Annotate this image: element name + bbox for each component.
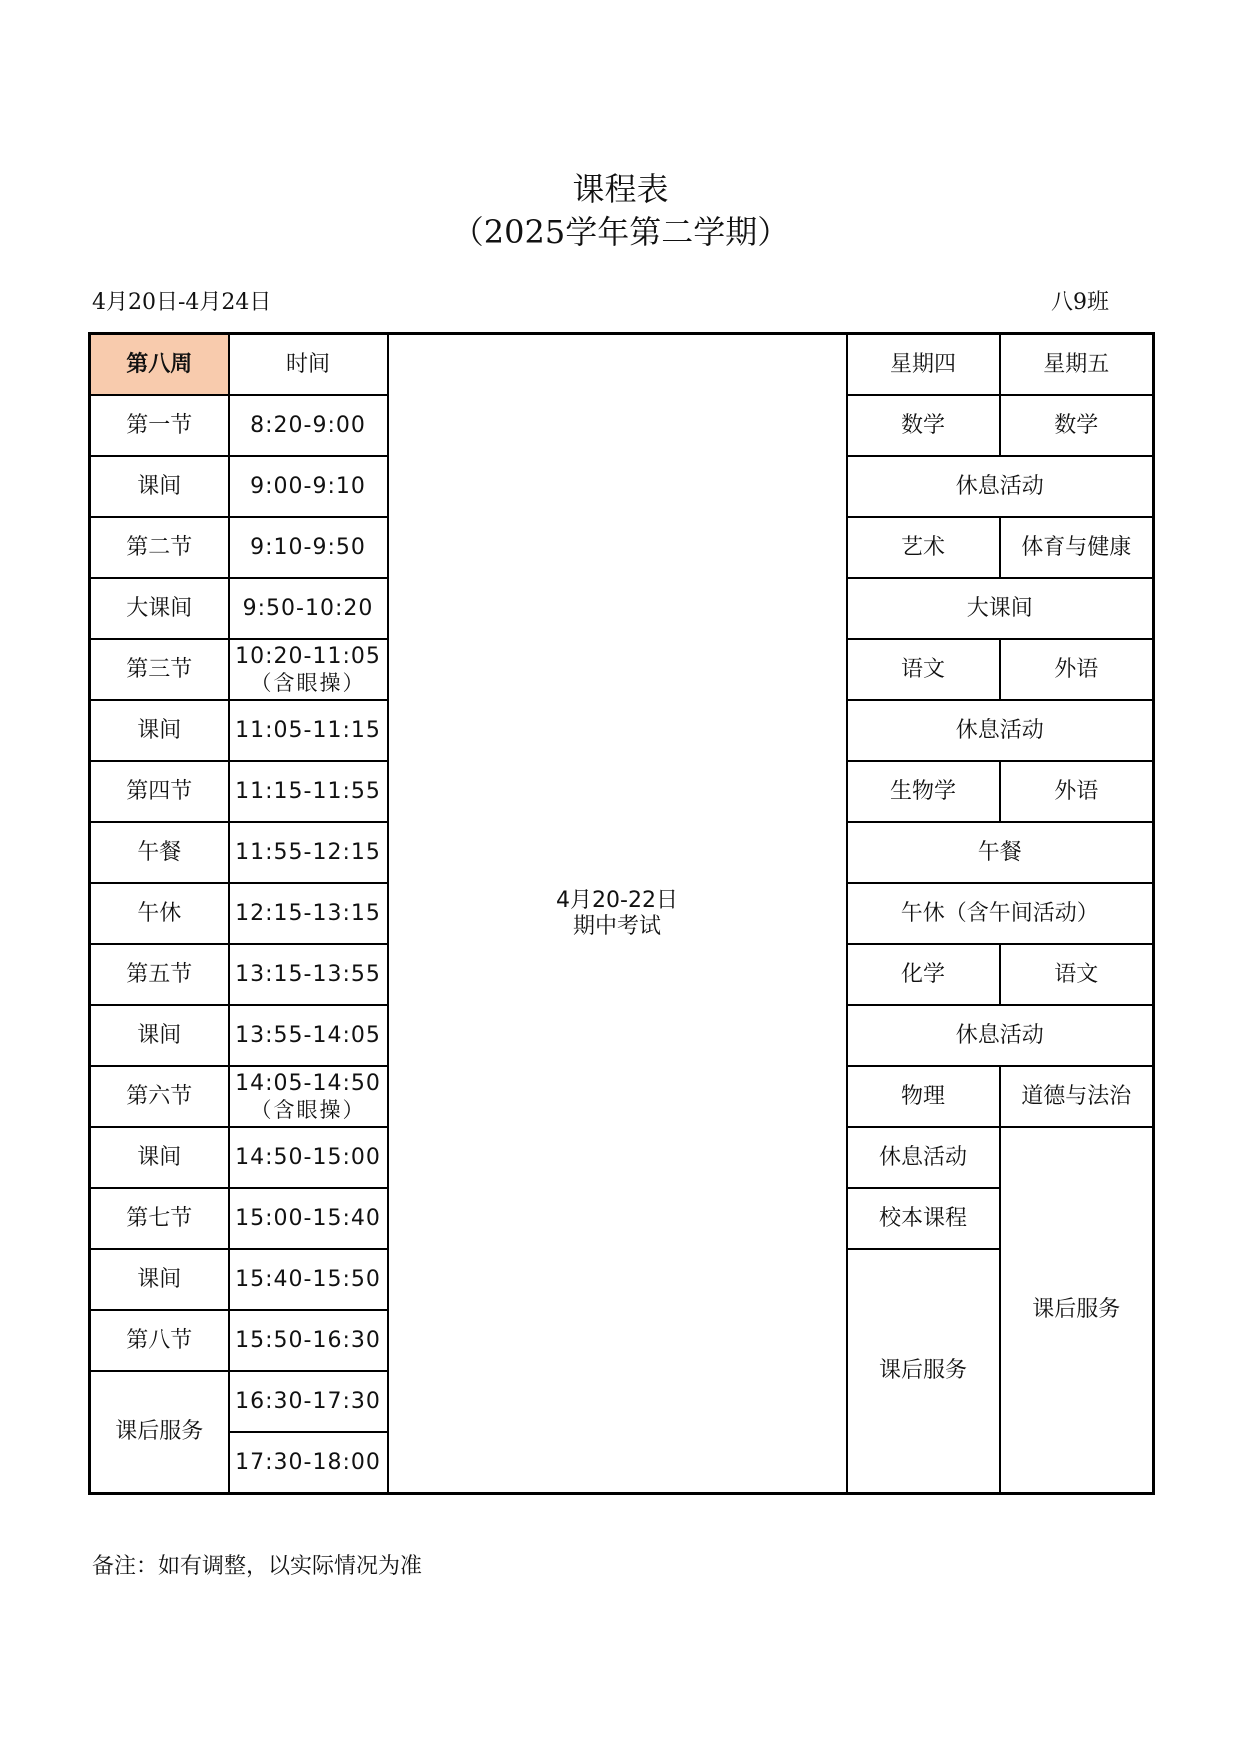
period-cell: 第六节 (90, 1066, 229, 1127)
period-cell: 第二节 (90, 517, 229, 578)
friday-cell: 语文 (1000, 944, 1154, 1005)
table-header-row (90, 334, 1154, 396)
exam-merged-cell (388, 334, 847, 1494)
time-note: （含眼操） (250, 670, 366, 695)
thursday-cell: 艺术 (847, 517, 1000, 578)
thursday-cell: 数学 (847, 395, 1000, 456)
time-cell: 13:15-13:55 (229, 944, 388, 1005)
friday-cell: 外语 (1000, 761, 1154, 822)
time-cell: 11:55-12:15 (229, 822, 388, 883)
friday-cell: 体育与健康 (1000, 517, 1154, 578)
time-header-cell: 时间 (229, 334, 388, 396)
merged-activity-cell: 午休（含午间活动） (847, 883, 1154, 944)
thursday-cell: 语文 (847, 639, 1000, 700)
time-range: 14:05-14:50 (235, 1070, 381, 1096)
thursday-cell: 化学 (847, 944, 1000, 1005)
period-cell: 课间 (90, 700, 229, 761)
thursday-after-school-cell: 课后服务 (847, 1249, 1000, 1494)
time-cell: 9:10-9:50 (229, 517, 388, 578)
time-cell: 15:50-16:30 (229, 1310, 388, 1371)
period-cell: 第七节 (90, 1188, 229, 1249)
thursday-cell: 生物学 (847, 761, 1000, 822)
merged-activity-cell: 午餐 (847, 822, 1154, 883)
time-cell: 9:50-10:20 (229, 578, 388, 639)
thursday-cell: 校本课程 (847, 1188, 1000, 1249)
exam-date: 4月20-22日 (556, 887, 678, 913)
time-cell: 17:30-18:00 (229, 1432, 388, 1494)
time-cell (229, 639, 388, 700)
page-subtitle: （2025学年第二学期） (451, 213, 790, 251)
period-cell: 第五节 (90, 944, 229, 1005)
thursday-cell: 休息活动 (847, 1127, 1000, 1188)
period-cell: 第八节 (90, 1310, 229, 1371)
thursday-cell: 物理 (847, 1066, 1000, 1127)
merged-activity-cell: 大课间 (847, 578, 1154, 639)
date-range: 4月20日-4月24日 (92, 290, 272, 315)
merged-activity-cell: 休息活动 (847, 700, 1154, 761)
time-range: 10:20-11:05 (235, 643, 381, 669)
period-cell: 课间 (90, 1005, 229, 1066)
friday-cell: 外语 (1000, 639, 1154, 700)
time-cell: 15:00-15:40 (229, 1188, 388, 1249)
footer-note: 备注：如有调整，以实际情况为准 (92, 1554, 423, 1579)
period-cell: 课间 (90, 456, 229, 517)
period-cell: 午休 (90, 883, 229, 944)
period-cell: 大课间 (90, 578, 229, 639)
period-cell: 课后服务 (90, 1371, 229, 1494)
time-cell: 15:40-15:50 (229, 1249, 388, 1310)
class-name: 八9班 (1051, 290, 1109, 315)
period-cell: 第四节 (90, 761, 229, 822)
time-cell: 14:50-15:00 (229, 1127, 388, 1188)
friday-cell: 数学 (1000, 395, 1154, 456)
time-cell: 9:00-9:10 (229, 456, 388, 517)
time-note: （含眼操） (250, 1097, 366, 1122)
time-cell: 11:15-11:55 (229, 761, 388, 822)
page-title: 课程表 (572, 170, 669, 208)
time-cell: 11:05-11:15 (229, 700, 388, 761)
friday-cell: 道德与法治 (1000, 1066, 1154, 1127)
period-cell: 第三节 (90, 639, 229, 700)
friday-after-school-cell: 课后服务 (1000, 1127, 1154, 1494)
time-cell: 12:15-13:15 (229, 883, 388, 944)
week-label-cell: 第八周 (90, 334, 229, 396)
period-cell: 第一节 (90, 395, 229, 456)
period-cell: 课间 (90, 1249, 229, 1310)
period-cell: 午餐 (90, 822, 229, 883)
merged-activity-cell: 休息活动 (847, 456, 1154, 517)
time-cell: 16:30-17:30 (229, 1371, 388, 1432)
schedule-table (88, 332, 1155, 1495)
time-cell: 13:55-14:05 (229, 1005, 388, 1066)
friday-header-cell: 星期五 (1000, 334, 1154, 396)
merged-activity-cell: 休息活动 (847, 1005, 1154, 1066)
period-cell: 课间 (90, 1127, 229, 1188)
time-cell (229, 1066, 388, 1127)
exam-label: 期中考试 (572, 913, 661, 939)
thursday-header-cell: 星期四 (847, 334, 1000, 396)
time-cell: 8:20-9:00 (229, 395, 388, 456)
